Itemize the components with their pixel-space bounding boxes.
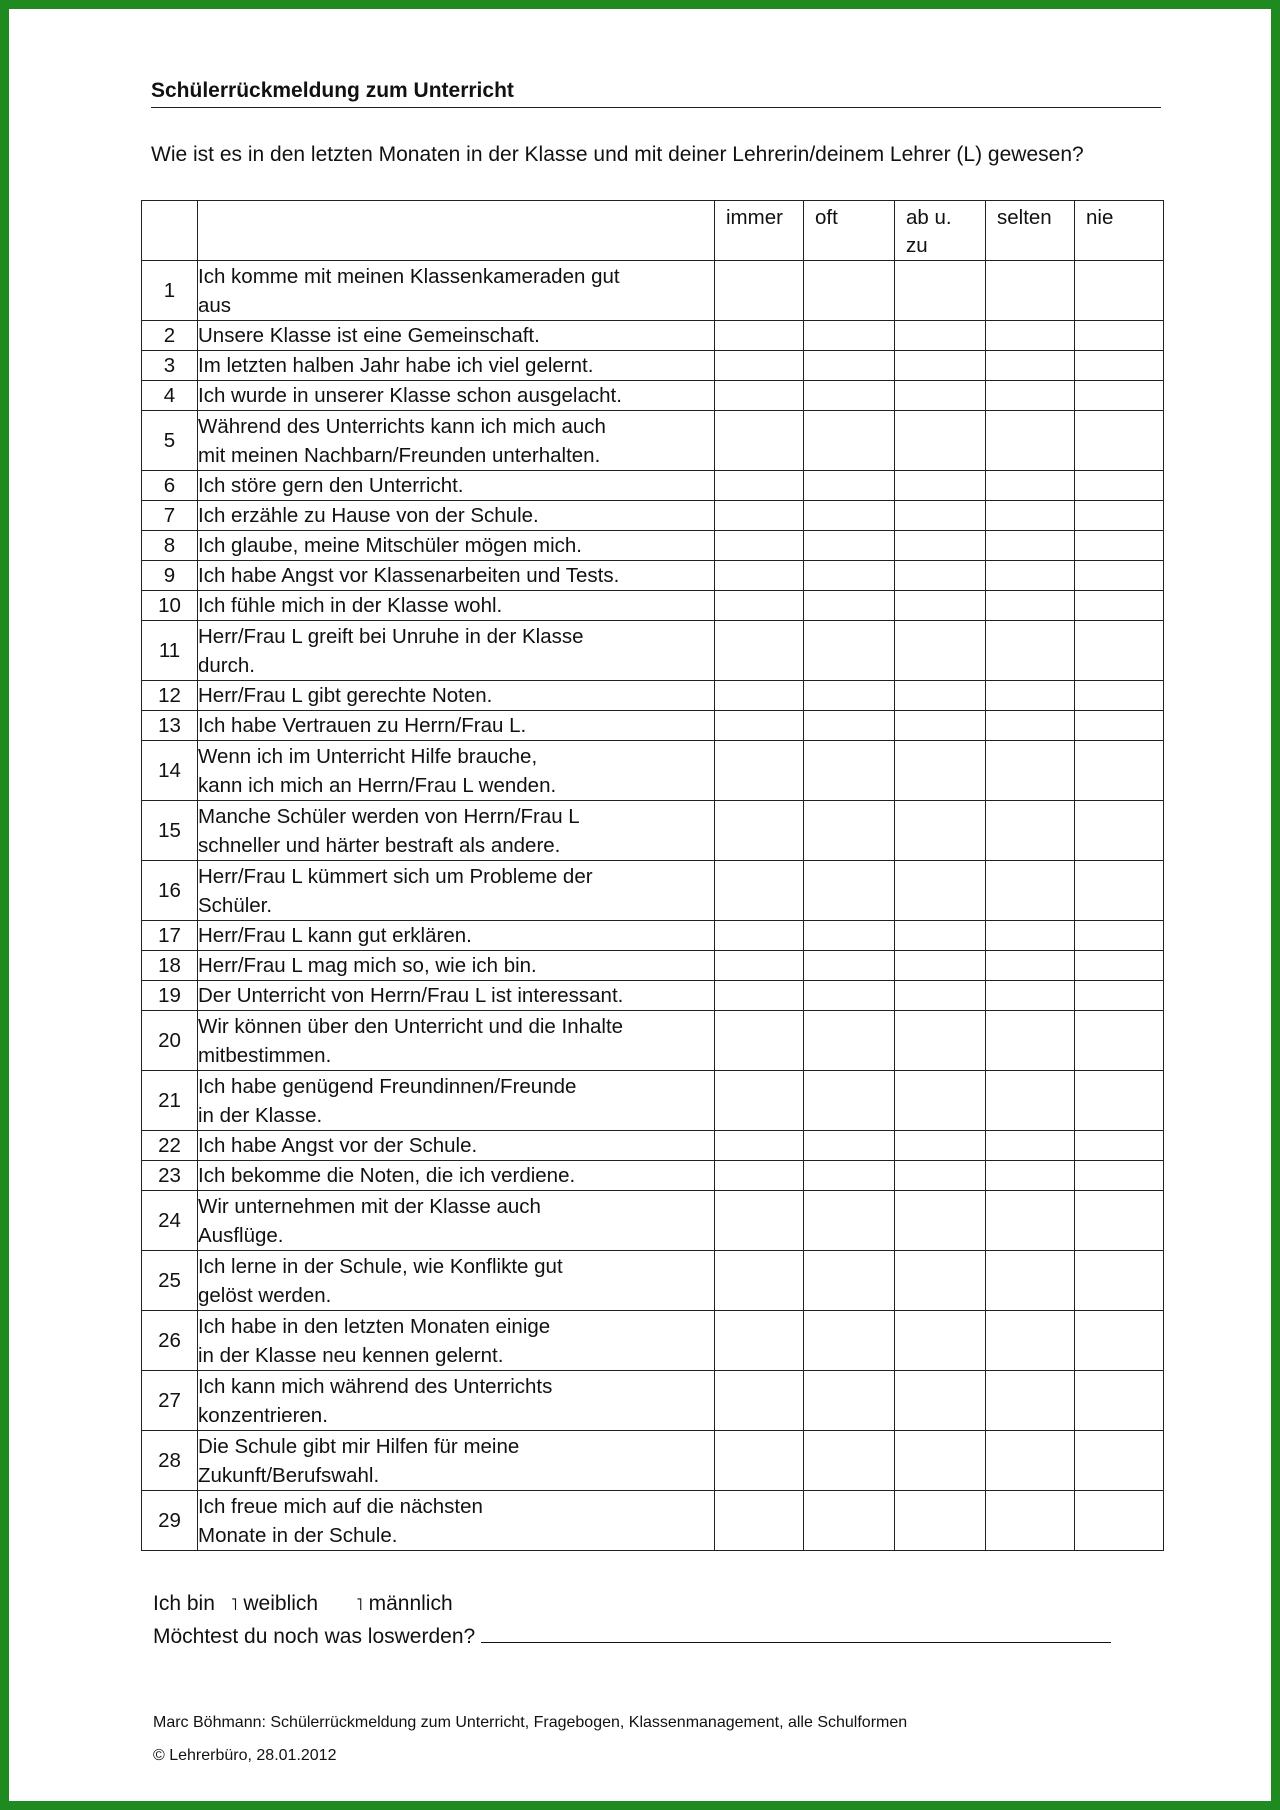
row-number: 8 xyxy=(142,531,198,561)
row-number: 15 xyxy=(142,801,198,861)
row-number: 5 xyxy=(142,411,198,471)
answer-cell-ab-u-zu[interactable] xyxy=(895,801,986,861)
answer-cell-nie[interactable] xyxy=(1075,1371,1164,1431)
header-number-cell xyxy=(142,201,198,261)
answer-cell-selten[interactable] xyxy=(986,981,1075,1011)
answer-cell-oft[interactable] xyxy=(804,261,895,321)
answer-cell-oft[interactable] xyxy=(804,801,895,861)
answer-cell-immer[interactable] xyxy=(715,861,804,921)
answer-cell-ab-u-zu[interactable] xyxy=(895,711,986,741)
answer-cell-oft[interactable] xyxy=(804,621,895,681)
answer-cell-ab-u-zu[interactable] xyxy=(895,321,986,351)
row-number: 17 xyxy=(142,921,198,951)
answer-cell-nie[interactable] xyxy=(1075,1491,1164,1551)
answer-cell-oft[interactable] xyxy=(804,1011,895,1071)
row-statement: Manche Schüler werden von Herrn/Frau L schneller und härter bestraft als andere. xyxy=(198,801,715,861)
table-row xyxy=(142,1131,1164,1161)
answer-cell-selten[interactable] xyxy=(986,1371,1075,1431)
answer-cell-selten[interactable] xyxy=(986,861,1075,921)
row-number: 27 xyxy=(142,1371,198,1431)
answer-cell-immer[interactable] xyxy=(715,741,804,801)
table-row xyxy=(142,951,1164,981)
answer-cell-nie[interactable] xyxy=(1075,741,1164,801)
row-number: 1 xyxy=(142,261,198,321)
table-row xyxy=(142,561,1164,591)
answer-cell-oft[interactable] xyxy=(804,1491,895,1551)
answer-cell-oft[interactable] xyxy=(804,1431,895,1491)
header-selten: selten xyxy=(986,201,1075,261)
table-row xyxy=(142,981,1164,1011)
row-number: 23 xyxy=(142,1161,198,1191)
answer-cell-selten[interactable] xyxy=(986,801,1075,861)
answer-cell-immer[interactable] xyxy=(715,921,804,951)
answer-cell-immer[interactable] xyxy=(715,1251,804,1311)
answer-cell-oft[interactable] xyxy=(804,1251,895,1311)
answer-cell-immer[interactable] xyxy=(715,351,804,381)
answer-cell-nie[interactable] xyxy=(1075,1131,1164,1161)
answer-cell-ab-u-zu[interactable] xyxy=(895,1491,986,1551)
answer-cell-immer[interactable] xyxy=(715,471,804,501)
table-row xyxy=(142,1311,1164,1371)
answer-cell-nie[interactable] xyxy=(1075,1071,1164,1131)
answer-cell-nie[interactable] xyxy=(1075,591,1164,621)
answer-cell-selten[interactable] xyxy=(986,741,1075,801)
table-row xyxy=(142,411,1164,471)
table-row xyxy=(142,1431,1164,1491)
answer-cell-oft[interactable] xyxy=(804,1071,895,1131)
answer-cell-oft[interactable] xyxy=(804,921,895,951)
answer-cell-oft[interactable] xyxy=(804,1131,895,1161)
answer-cell-ab-u-zu[interactable] xyxy=(895,591,986,621)
answer-cell-selten[interactable] xyxy=(986,411,1075,471)
answer-cell-immer[interactable] xyxy=(715,1071,804,1131)
row-statement: Ich wurde in unserer Klasse schon ausgelacht. xyxy=(198,381,715,411)
answer-cell-oft[interactable] xyxy=(804,1371,895,1431)
table-row xyxy=(142,531,1164,561)
answer-cell-selten[interactable] xyxy=(986,1251,1075,1311)
answer-cell-immer[interactable] xyxy=(715,1011,804,1071)
row-statement: Ich lerne in der Schule, wie Konflikte gut gelöst werden. xyxy=(198,1251,715,1311)
table-row xyxy=(142,1371,1164,1431)
row-statement: Ich habe in den letzten Monaten einige in der Klasse neu kennen gelernt. xyxy=(198,1311,715,1371)
answer-cell-oft[interactable] xyxy=(804,531,895,561)
answer-cell-ab-u-zu[interactable] xyxy=(895,411,986,471)
answer-cell-selten[interactable] xyxy=(986,321,1075,351)
comment-answer-line[interactable] xyxy=(481,1620,1111,1643)
row-number: 6 xyxy=(142,471,198,501)
row-statement: Herr/Frau L kümmert sich um Probleme der Schüler. xyxy=(198,861,715,921)
row-statement: Ich habe Vertrauen zu Herrn/Frau L. xyxy=(198,711,715,741)
answer-cell-selten[interactable] xyxy=(986,351,1075,381)
row-statement: Ich bekomme die Noten, die ich verdiene. xyxy=(198,1161,715,1191)
answer-cell-immer[interactable] xyxy=(715,261,804,321)
row-statement: Wir können über den Unterricht und die Inhalte mitbestimmen. xyxy=(198,1011,715,1071)
row-number: 28 xyxy=(142,1431,198,1491)
answer-cell-immer[interactable] xyxy=(715,411,804,471)
answer-cell-immer[interactable] xyxy=(715,381,804,411)
header-statement-cell xyxy=(198,201,715,261)
answer-cell-immer[interactable] xyxy=(715,801,804,861)
row-number: 7 xyxy=(142,501,198,531)
table-row xyxy=(142,711,1164,741)
source-note: Marc Böhmann: Schülerrückmeldung zum Unterricht, Fragebogen, Klassenmanagement, alle Schulformen xyxy=(153,1714,908,1731)
row-statement: Ich erzähle zu Hause von der Schule. xyxy=(198,501,715,531)
answer-cell-nie[interactable] xyxy=(1075,531,1164,561)
answer-cell-selten[interactable] xyxy=(986,471,1075,501)
answer-cell-nie[interactable] xyxy=(1075,381,1164,411)
header-ab-u-zu: ab u. zu xyxy=(895,201,986,261)
row-statement: Ich störe gern den Unterricht. xyxy=(198,471,715,501)
answer-cell-ab-u-zu[interactable] xyxy=(895,1131,986,1161)
answer-cell-selten[interactable] xyxy=(986,381,1075,411)
answer-cell-immer[interactable] xyxy=(715,1161,804,1191)
row-statement: Ich habe genügend Freundinnen/Freunde in der Klasse. xyxy=(198,1071,715,1131)
table-row xyxy=(142,501,1164,531)
answer-cell-ab-u-zu[interactable] xyxy=(895,1431,986,1491)
row-number: 16 xyxy=(142,861,198,921)
answer-cell-ab-u-zu[interactable] xyxy=(895,1011,986,1071)
row-statement: Der Unterricht von Herrn/Frau L ist interessant. xyxy=(198,981,715,1011)
row-statement: Ich komme mit meinen Klassenkameraden gut aus xyxy=(198,261,715,321)
row-statement: Im letzten halben Jahr habe ich viel gelernt. xyxy=(198,351,715,381)
question-text: Wie ist es in den letzten Monaten in der Klasse und mit deiner Lehrerin/deinem Lehrer (L) gewesen? xyxy=(151,143,1084,166)
table-row xyxy=(142,861,1164,921)
answer-cell-selten[interactable] xyxy=(986,621,1075,681)
row-statement: Wir unternehmen mit der Klasse auch Ausflüge. xyxy=(198,1191,715,1251)
answer-cell-nie[interactable] xyxy=(1075,681,1164,711)
row-number: 4 xyxy=(142,381,198,411)
comment-prompt: Möchtest du noch was loswerden? xyxy=(153,1625,476,1648)
answer-cell-nie[interactable] xyxy=(1075,261,1164,321)
answer-cell-nie[interactable] xyxy=(1075,1251,1164,1311)
answer-cell-immer[interactable] xyxy=(715,1371,804,1431)
row-statement: Wenn ich im Unterricht Hilfe brauche, kann ich mich an Herrn/Frau L wenden. xyxy=(198,741,715,801)
answer-cell-selten[interactable] xyxy=(986,591,1075,621)
answer-cell-selten[interactable] xyxy=(986,681,1075,711)
answer-cell-ab-u-zu[interactable] xyxy=(895,1251,986,1311)
answer-cell-immer[interactable] xyxy=(715,531,804,561)
gender-option-male: männlich xyxy=(368,1592,453,1615)
header-nie: nie xyxy=(1075,201,1164,261)
answer-cell-ab-u-zu[interactable] xyxy=(895,1371,986,1431)
answer-cell-selten[interactable] xyxy=(986,1491,1075,1551)
checkbox-male-icon[interactable]: ˥ xyxy=(356,1595,363,1614)
row-number: 12 xyxy=(142,681,198,711)
answer-cell-immer[interactable] xyxy=(715,1431,804,1491)
answer-cell-nie[interactable] xyxy=(1075,1161,1164,1191)
answer-cell-oft[interactable] xyxy=(804,1311,895,1371)
answer-cell-immer[interactable] xyxy=(715,1491,804,1551)
header-immer: immer xyxy=(715,201,804,261)
checkbox-female-icon[interactable]: ˥ xyxy=(230,1595,238,1614)
answer-cell-immer[interactable] xyxy=(715,591,804,621)
answer-cell-oft[interactable] xyxy=(804,681,895,711)
page-title: Schülerrückmeldung zum Unterricht xyxy=(151,79,1161,108)
answer-cell-ab-u-zu[interactable] xyxy=(895,951,986,981)
row-statement: Herr/Frau L mag mich so, wie ich bin. xyxy=(198,951,715,981)
row-number: 24 xyxy=(142,1191,198,1251)
answer-cell-ab-u-zu[interactable] xyxy=(895,1161,986,1191)
answer-cell-selten[interactable] xyxy=(986,1011,1075,1071)
row-number: 20 xyxy=(142,1011,198,1071)
answer-cell-immer[interactable] xyxy=(715,321,804,351)
answer-cell-nie[interactable] xyxy=(1075,951,1164,981)
comment-line xyxy=(153,1620,1153,1652)
answer-cell-nie[interactable] xyxy=(1075,1431,1164,1491)
row-number: 26 xyxy=(142,1311,198,1371)
row-statement: Ich kann mich während des Unterrichts konzentrieren. xyxy=(198,1371,715,1431)
answer-cell-selten[interactable] xyxy=(986,501,1075,531)
row-number: 2 xyxy=(142,321,198,351)
row-number: 29 xyxy=(142,1491,198,1551)
row-statement: Ich glaube, meine Mitschüler mögen mich. xyxy=(198,531,715,561)
answer-cell-nie[interactable] xyxy=(1075,411,1164,471)
answer-cell-nie[interactable] xyxy=(1075,981,1164,1011)
answer-cell-immer[interactable] xyxy=(715,621,804,681)
table-row xyxy=(142,621,1164,681)
answer-cell-selten[interactable] xyxy=(986,1131,1075,1161)
answer-cell-oft[interactable] xyxy=(804,411,895,471)
row-statement: Ich freue mich auf die nächsten Monate in der Schule. xyxy=(198,1491,715,1551)
table-row xyxy=(142,471,1164,501)
answer-cell-ab-u-zu[interactable] xyxy=(895,261,986,321)
answer-cell-ab-u-zu[interactable] xyxy=(895,561,986,591)
table-row xyxy=(142,261,1164,321)
answer-cell-oft[interactable] xyxy=(804,861,895,921)
answer-cell-ab-u-zu[interactable] xyxy=(895,861,986,921)
answer-cell-oft[interactable] xyxy=(804,951,895,981)
answer-cell-selten[interactable] xyxy=(986,921,1075,951)
answer-cell-immer[interactable] xyxy=(715,711,804,741)
answer-cell-ab-u-zu[interactable] xyxy=(895,381,986,411)
answer-cell-immer[interactable] xyxy=(715,951,804,981)
answer-cell-selten[interactable] xyxy=(986,531,1075,561)
row-number: 3 xyxy=(142,351,198,381)
answer-cell-immer[interactable] xyxy=(715,1131,804,1161)
answer-cell-nie[interactable] xyxy=(1075,621,1164,681)
row-statement: Die Schule gibt mir Hilfen für meine Zukunft/Berufswahl. xyxy=(198,1431,715,1491)
row-number: 11 xyxy=(142,621,198,681)
answer-cell-selten[interactable] xyxy=(986,561,1075,591)
gender-option-female: weiblich xyxy=(243,1592,319,1615)
answer-cell-selten[interactable] xyxy=(986,1161,1075,1191)
answer-cell-nie[interactable] xyxy=(1075,1191,1164,1251)
answer-cell-ab-u-zu[interactable] xyxy=(895,921,986,951)
row-statement: Unsere Klasse ist eine Gemeinschaft. xyxy=(198,321,715,351)
answer-cell-immer[interactable] xyxy=(715,501,804,531)
row-number: 10 xyxy=(142,591,198,621)
table-row xyxy=(142,321,1164,351)
answer-cell-oft[interactable] xyxy=(804,561,895,591)
answer-cell-nie[interactable] xyxy=(1075,351,1164,381)
table-header-row xyxy=(142,201,1164,261)
table-row xyxy=(142,1161,1164,1191)
row-number: 13 xyxy=(142,711,198,741)
answer-cell-ab-u-zu[interactable] xyxy=(895,531,986,561)
answer-cell-ab-u-zu[interactable] xyxy=(895,621,986,681)
table-row xyxy=(142,1191,1164,1251)
answer-cell-oft[interactable] xyxy=(804,591,895,621)
gender-prefix: Ich bin xyxy=(153,1592,215,1615)
answer-cell-ab-u-zu[interactable] xyxy=(895,501,986,531)
answer-cell-oft[interactable] xyxy=(804,1191,895,1251)
table-row xyxy=(142,801,1164,861)
answer-cell-ab-u-zu[interactable] xyxy=(895,351,986,381)
table-row xyxy=(142,381,1164,411)
answer-cell-nie[interactable] xyxy=(1075,501,1164,531)
answer-cell-nie[interactable] xyxy=(1075,1011,1164,1071)
answer-cell-selten[interactable] xyxy=(986,1191,1075,1251)
answer-cell-oft[interactable] xyxy=(804,981,895,1011)
row-statement: Ich fühle mich in der Klasse wohl. xyxy=(198,591,715,621)
answer-cell-nie[interactable] xyxy=(1075,801,1164,861)
row-number: 9 xyxy=(142,561,198,591)
answer-cell-oft[interactable] xyxy=(804,381,895,411)
row-number: 21 xyxy=(142,1071,198,1131)
header-oft: oft xyxy=(804,201,895,261)
answer-cell-oft[interactable] xyxy=(804,351,895,381)
row-statement: Ich habe Angst vor der Schule. xyxy=(198,1131,715,1161)
table-row xyxy=(142,681,1164,711)
footer-fields xyxy=(153,1588,1153,1652)
table-row xyxy=(142,1011,1164,1071)
table-row xyxy=(142,921,1164,951)
answer-cell-ab-u-zu[interactable] xyxy=(895,981,986,1011)
table-row xyxy=(142,591,1164,621)
row-number: 25 xyxy=(142,1251,198,1311)
answer-cell-selten[interactable] xyxy=(986,1431,1075,1491)
answer-cell-oft[interactable] xyxy=(804,321,895,351)
answer-cell-oft[interactable] xyxy=(804,471,895,501)
row-statement: Herr/Frau L kann gut erklären. xyxy=(198,921,715,951)
answer-cell-nie[interactable] xyxy=(1075,861,1164,921)
answer-cell-nie[interactable] xyxy=(1075,561,1164,591)
answer-cell-ab-u-zu[interactable] xyxy=(895,471,986,501)
answer-cell-selten[interactable] xyxy=(986,711,1075,741)
answer-cell-selten[interactable] xyxy=(986,1071,1075,1131)
answer-cell-selten[interactable] xyxy=(986,261,1075,321)
answer-cell-oft[interactable] xyxy=(804,501,895,531)
table-row xyxy=(142,351,1164,381)
table-row xyxy=(142,741,1164,801)
row-number: 14 xyxy=(142,741,198,801)
row-statement: Ich habe Angst vor Klassenarbeiten und Tests. xyxy=(198,561,715,591)
answer-cell-ab-u-zu[interactable] xyxy=(895,1311,986,1371)
row-number: 19 xyxy=(142,981,198,1011)
answer-cell-nie[interactable] xyxy=(1075,321,1164,351)
row-number: 18 xyxy=(142,951,198,981)
row-statement: Während des Unterrichts kann ich mich auch mit meinen Nachbarn/Freunden unterhalten. xyxy=(198,411,715,471)
table-row xyxy=(142,1071,1164,1131)
answer-cell-nie[interactable] xyxy=(1075,471,1164,501)
answer-cell-oft[interactable] xyxy=(804,1161,895,1191)
table-row xyxy=(142,1491,1164,1551)
gender-line xyxy=(153,1588,1153,1620)
survey-table xyxy=(141,200,1164,1551)
answer-cell-oft[interactable] xyxy=(804,711,895,741)
row-statement: Herr/Frau L greift bei Unruhe in der Klasse durch. xyxy=(198,621,715,681)
answer-cell-ab-u-zu[interactable] xyxy=(895,681,986,711)
answer-cell-immer[interactable] xyxy=(715,1191,804,1251)
answer-cell-nie[interactable] xyxy=(1075,1311,1164,1371)
answer-cell-nie[interactable] xyxy=(1075,921,1164,951)
answer-cell-immer[interactable] xyxy=(715,561,804,591)
answer-cell-nie[interactable] xyxy=(1075,711,1164,741)
answer-cell-ab-u-zu[interactable] xyxy=(895,1191,986,1251)
answer-cell-immer[interactable] xyxy=(715,981,804,1011)
row-number: 22 xyxy=(142,1131,198,1161)
answer-cell-oft[interactable] xyxy=(804,741,895,801)
answer-cell-ab-u-zu[interactable] xyxy=(895,1071,986,1131)
table-row xyxy=(142,1251,1164,1311)
answer-cell-selten[interactable] xyxy=(986,1311,1075,1371)
row-statement: Herr/Frau L gibt gerechte Noten. xyxy=(198,681,715,711)
answer-cell-immer[interactable] xyxy=(715,1311,804,1371)
answer-cell-selten[interactable] xyxy=(986,951,1075,981)
answer-cell-ab-u-zu[interactable] xyxy=(895,741,986,801)
copyright-note: © Lehrerbüro, 28.01.2012 xyxy=(153,1747,337,1764)
answer-cell-immer[interactable] xyxy=(715,681,804,711)
